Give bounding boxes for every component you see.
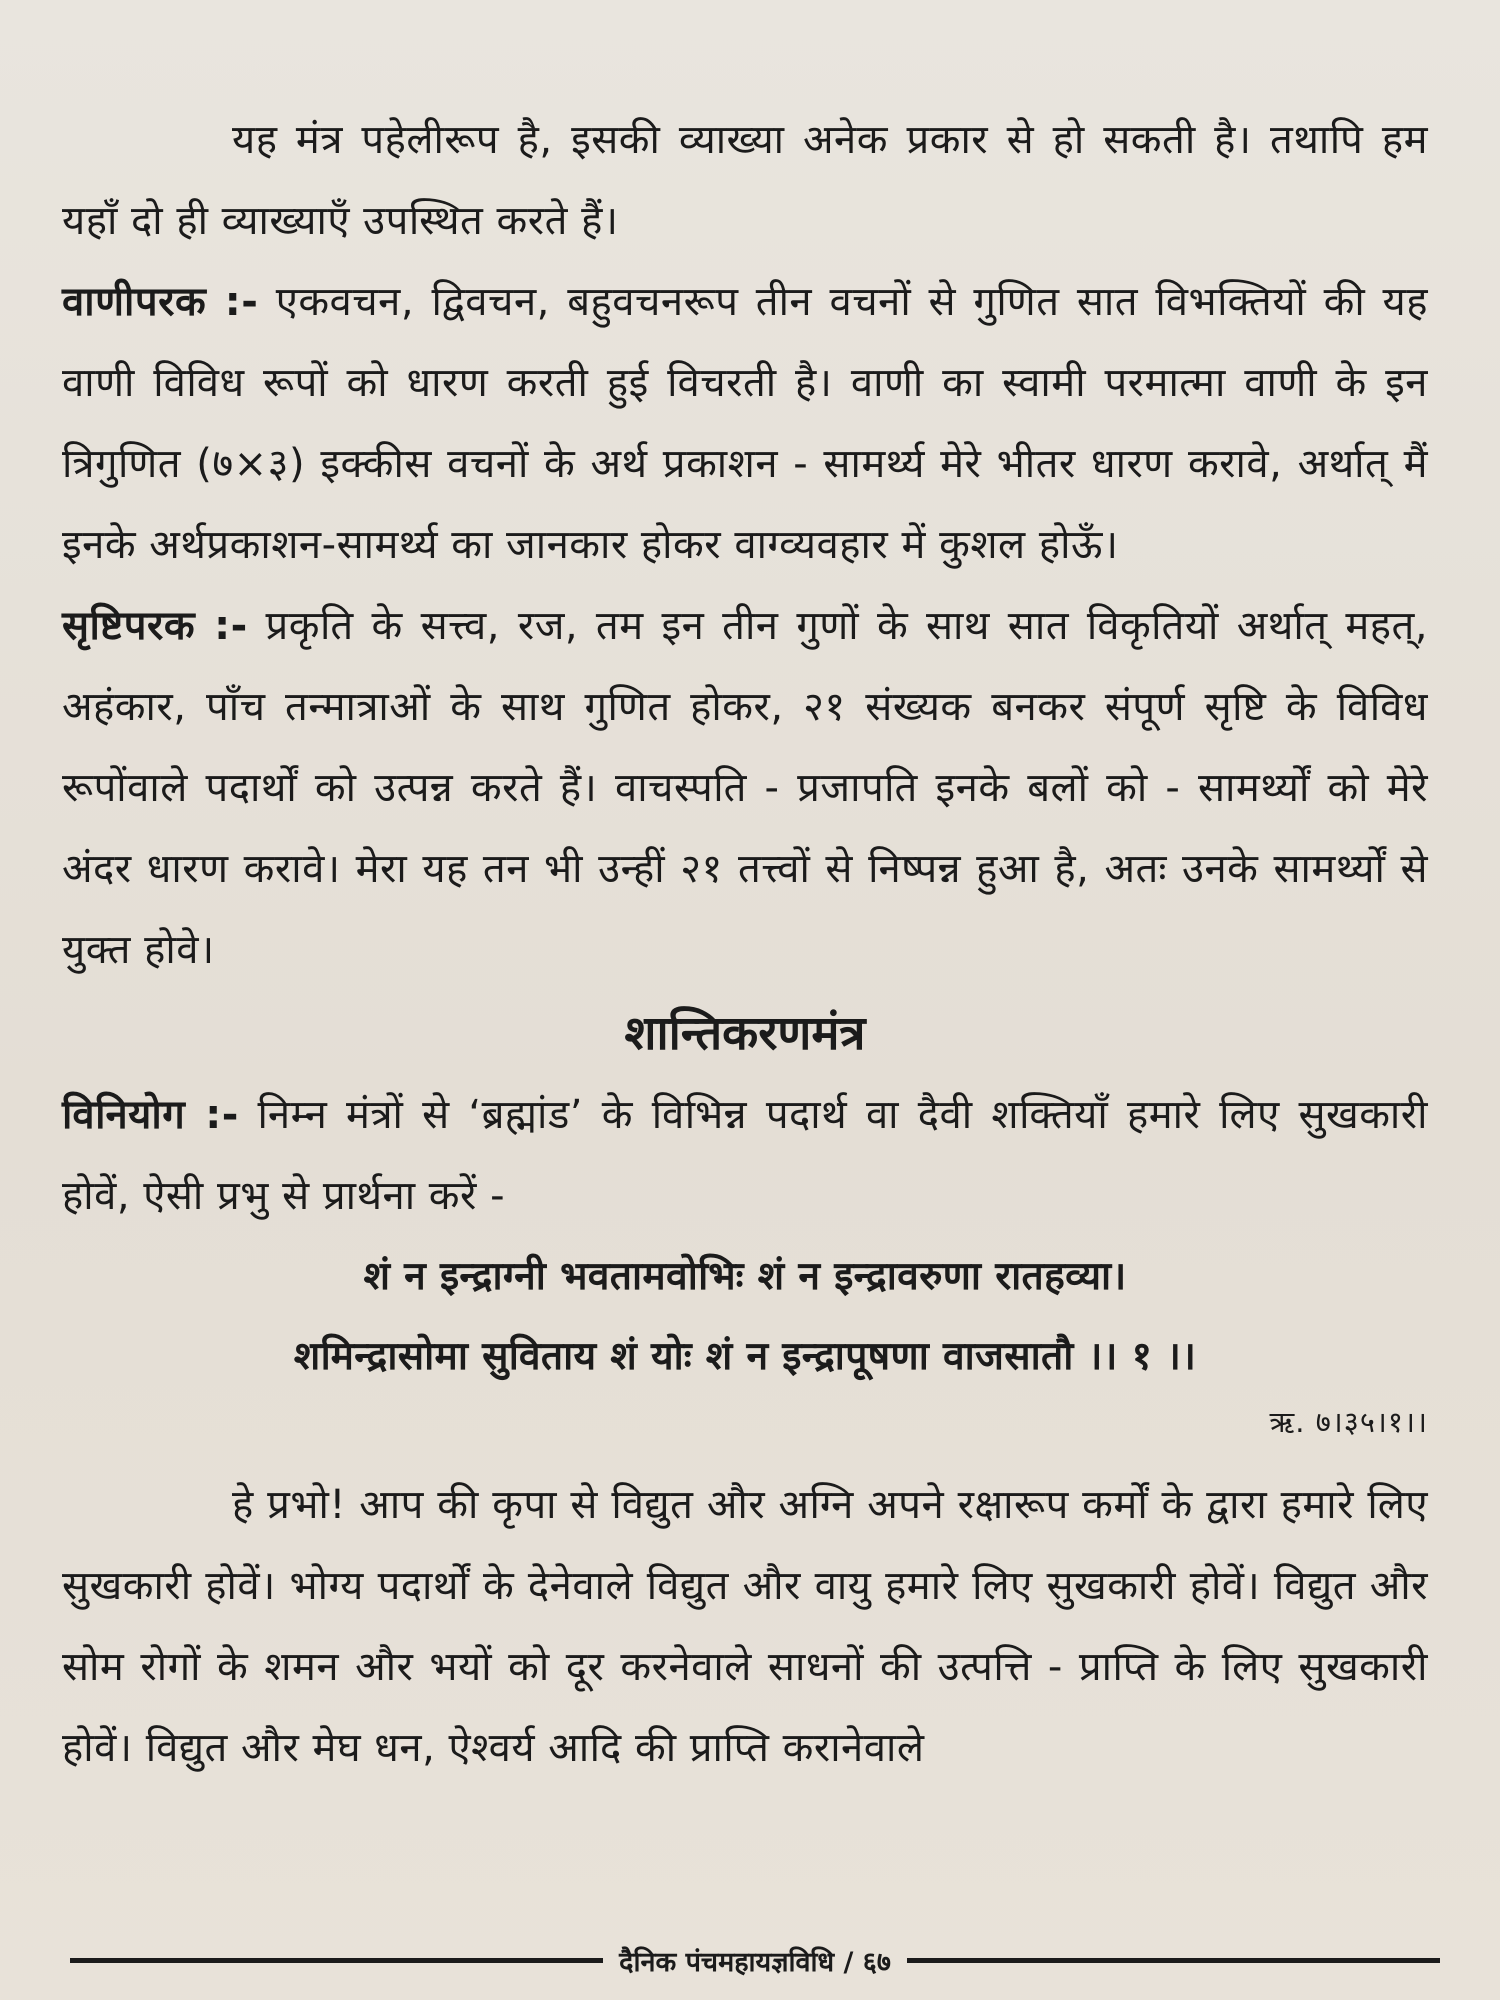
section-heading: शान्तिकरणमंत्र — [624, 1006, 866, 1061]
mantra-reference: ऋ. ७।३५।१।। — [1269, 1405, 1428, 1439]
vaniparak-text: एकवचन, द्विवचन, बहुवचनरूप तीन वचनों से गुणित सात विभक्तियों की यह वाणी विविध रूपों को धारण करती हुई विचरती है। वाणी का स्वामी परमात्मा वाणी के इन त्रिगुणित (७×३) इक्कीस वचनों के अर्थ प्रकाशन - सामर्थ्य मेरे भीतर धारण करावे, अर्थात् मैं इनके अर्थप्रकाशन-सामर्थ्य का जानकार होकर वाग्व्यवहार में कुशल होऊँ। — [62, 279, 1428, 568]
vaniparak-paragraph — [62, 262, 1428, 586]
footer-rule-left — [70, 1958, 603, 1963]
vaniparak-label: वाणीपरक :- — [62, 279, 259, 325]
viniyog-label: विनियोग :- — [62, 1092, 239, 1138]
footer-text: दैनिक पंचमहायज्ञविधि / ६७ — [619, 1947, 891, 1978]
mantra-line-2: शमिन्द्रासोमा सुविताय शं योः शं न इन्द्रापूषणा वाजसातौ ।। १ ।। — [293, 1334, 1197, 1379]
page-footer — [70, 1942, 1440, 1979]
viniyog-text: निम्न मंत्रों से ‘ब्रह्मांड’ के विभिन्न पदार्थ वा दैवी शक्तियाँ हमारे लिए सुखकारी होवें, ऐसी प्रभु से प्रार्थना करें - — [62, 1092, 1429, 1219]
explanation-paragraph: हे प्रभो! आप की कृपा से विद्युत और अग्नि अपने रक्षारूप कर्मों के द्वारा हमारे लिए सुखकारी होवें। भोग्य पदार्थों के देनेवाले विद्युत और वायु हमारे लिए सुखकारी होवें। विद्युत और सोम रोगों के शमन और भयों को दूर करनेवाले साधनों की उत्पत्ति - प्राप्ति के लिए सुखकारी होवें। विद्युत और मेघ धन, ऐश्वर्य आदि की प्राप्ति करानेवाले — [62, 1482, 1428, 1771]
viniyog-paragraph — [62, 1075, 1428, 1237]
srishtiparak-paragraph — [62, 586, 1428, 991]
page-content — [62, 100, 1428, 1789]
mantra-line-1: शं न इन्द्राग्नी भवतामवोभिः शं न इन्द्रावरुणा रातहव्या। — [363, 1254, 1127, 1299]
srishtiparak-label: सृष्टिपरक :- — [62, 603, 248, 649]
srishtiparak-text: प्रकृति के सत्त्व, रज, तम इन तीन गुणों के साथ सात विकृतियों अर्थात् महत्, अहंकार, पाँच तन्मात्राओं के साथ गुणित होकर, २१ संख्यक बनकर संपूर्ण सृष्टि के विविध रूपोंवाले पदार्थों को उत्पन्न करते हैं। वाचस्पति - प्रजापति इनके बलों को - सामर्थ्यों को मेरे अंदर धारण करावे। मेरा यह तन भी उन्हीं २१ तत्त्वों से निष्पन्न हुआ है, अतः उनके सामर्थ्यों से युक्त होवे। — [62, 603, 1429, 973]
footer-rule-right — [907, 1958, 1440, 1963]
intro-paragraph: यह मंत्र पहेलीरूप है, इसकी व्याख्या अनेक प्रकार से हो सकती है। तथापि हम यहाँ दो ही व्याख्याएँ उपस्थित करते हैं। — [62, 117, 1428, 244]
